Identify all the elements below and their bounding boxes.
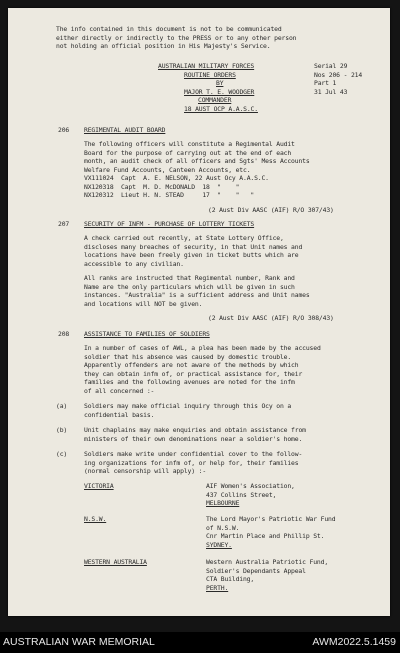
body-line: soldier that his absence was caused by domestic trouble. [84, 352, 292, 361]
header-title: AUSTRALIAN MILITARY FORCES [158, 62, 255, 70]
item-line: (normal censorship will apply) :- [84, 467, 207, 475]
notice-line: The info contained in this document is not to be communicated [56, 25, 282, 33]
officer-line: NX120312 Lieut H. N. STEAD 17 " " " [84, 191, 255, 199]
org-line: Cnr Martin Place and Phillip St. [206, 532, 325, 540]
org-state: WESTERN AUSTRALIA [84, 558, 147, 566]
notice-line: either directly or indirectly to the PRESS or to any other person [56, 33, 297, 42]
body-line: of all concerned :- [84, 386, 155, 395]
footer-id: AWM2022.5.1459 [312, 636, 396, 648]
item-line: ing organizations for infm of, or help for, their families [84, 458, 299, 467]
section-number: 207 [58, 220, 70, 228]
header-title: COMMANDER [198, 96, 232, 104]
org-state: N.S.W. [84, 515, 107, 523]
org-line: 437 Collins Street, [206, 490, 277, 499]
body-line: The following officers will constitute a Regimental Audit [84, 140, 295, 148]
org-line: Western Australia Patriotic Fund, [206, 558, 329, 566]
footer-bar [0, 632, 400, 653]
item-label: (a) [56, 402, 68, 410]
section-title: SECURITY OF INFM - PURCHASE OF LOTTERY TICKETS [84, 220, 255, 228]
org-line: The Lord Mayor's Patriotic War Fund [206, 515, 336, 523]
org-state: VICTORIA [84, 482, 114, 490]
notice-line: not holding an official position in His Majesty's Service. [56, 42, 271, 50]
body-line: month, an audit check of all officers and Sgts' Mess Accounts [84, 157, 310, 165]
body-line: instances. "Australia" is a sufficient address and Unit names [84, 291, 310, 299]
org-line: PERTH. [206, 583, 229, 592]
serial-line: Part 1 [314, 79, 337, 87]
body-line: All ranks are instructed that Regimental number, Rank and [84, 274, 295, 282]
item-line: Soldiers make write under confidential cover to the follow- [84, 450, 303, 458]
body-line: and locations will NOT be given. [84, 299, 203, 308]
body-line: families and the following avenues are noted for the infm [84, 378, 295, 386]
body-line: In a number of cases of AWL, a plea has been made by the accused [84, 344, 321, 352]
header-title: BY [216, 79, 224, 87]
body-line: A check carried out recently, at State Lottery Office, [84, 234, 284, 242]
serial-line: Nos 206 - 214 [314, 70, 363, 79]
org-line: Soldier's Dependants Appeal [206, 566, 306, 575]
org-line: SYDNEY. [206, 540, 232, 549]
item-line: Soldiers may make official inquiry through this Ocy on a [84, 402, 292, 410]
body-line: Apparently offenders are not aware of the methods by which [84, 361, 299, 369]
section-title: REGIMENTAL AUDIT BOARD [84, 126, 166, 134]
body-line: accessible to any civilian. [84, 259, 184, 268]
section-number: 208 [58, 330, 70, 338]
body-line: Board for the purpose of carrying out at the end of each [84, 148, 292, 157]
item-line: Unit chaplains may make enquiries and obtain assistance from [84, 426, 306, 434]
serial-line: Serial 29 [314, 62, 348, 70]
reference: (2 Aust Div AASC (AIF) R/O 307/43) [208, 206, 334, 214]
item-label: (c) [56, 450, 68, 458]
body-line: discloses many breaches of security, in that Unit names and [84, 242, 303, 251]
section-number: 206 [58, 126, 70, 134]
document-page [8, 8, 390, 616]
body-line: they can obtain infm of, or practical assistance for, their [84, 369, 303, 378]
header-title: 18 AUST OCP A.A.S.C. [184, 104, 258, 113]
org-line: of N.S.W. [206, 523, 240, 532]
body-line: Name are the only particulars which will be given in such [84, 282, 295, 291]
item-line: confidential basis. [84, 410, 155, 419]
body-line: locations have been freely given in ticket butts which are [84, 251, 299, 259]
footer-source: AUSTRALIAN WAR MEMORIAL [3, 636, 155, 648]
officer-line: VX111024 Capt A. E. NELSON, 22 Aust Ocy A.A.S.C. [84, 174, 269, 182]
org-line: AIF Women's Association, [206, 482, 295, 490]
body-line: Welfare Fund Accounts, Canteen Accounts, etc. [84, 165, 251, 174]
item-line: ministers of their own denominations near a soldier's home. [84, 434, 303, 443]
serial-line: 31 Jul 43 [314, 87, 348, 96]
org-line: MELBOURNE [206, 499, 240, 507]
item-label: (b) [56, 426, 68, 434]
reference: (2 Aust Div AASC (AIF) R/O 308/43) [208, 314, 334, 322]
officer-line: NX120318 Capt M. D. McDONALD 18 " " [84, 182, 240, 191]
header-title: MAJOR T. E. WOODGER [184, 87, 255, 96]
section-title: ASSISTANCE TO FAMILIES OF SOLDIERS [84, 330, 210, 338]
org-line: CTA Building, [206, 575, 255, 583]
header-title: ROUTINE ORDERS [184, 70, 236, 79]
